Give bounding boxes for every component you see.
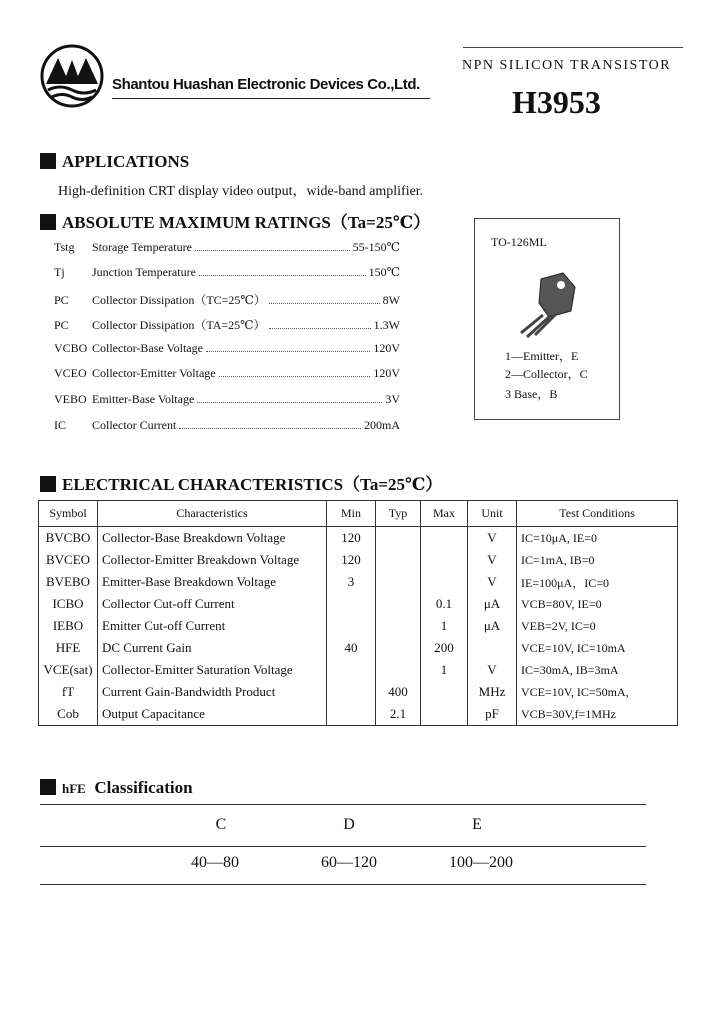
table-cell: VCE(sat) bbox=[39, 659, 98, 681]
table-cell: VCB=30V,f=1MHz bbox=[517, 703, 678, 726]
table-cell: Collector-Base Breakdown Voltage bbox=[98, 527, 327, 550]
table-cell bbox=[376, 615, 421, 637]
pin-1-label: 1—Emitter，E bbox=[505, 349, 579, 363]
bullet-square-icon bbox=[40, 779, 56, 795]
rating-leader bbox=[179, 419, 361, 429]
table-cell: IE=100μA，IC=0 bbox=[517, 571, 678, 593]
rating-symbol: IC bbox=[54, 418, 66, 432]
rating-value: 150℃ bbox=[368, 265, 400, 279]
table-cell: 40 bbox=[327, 637, 376, 659]
table-cell: Emitter-Base Breakdown Voltage bbox=[98, 571, 327, 593]
rating-value: 120V bbox=[373, 366, 400, 380]
rating-row bbox=[54, 366, 400, 384]
table-cell bbox=[421, 703, 468, 726]
hfe-heading: hFE Classification bbox=[40, 778, 193, 798]
table-cell: BVCEO bbox=[39, 549, 98, 571]
electrical-table bbox=[38, 500, 678, 726]
table-cell: V bbox=[468, 659, 517, 681]
table-cell: 400 bbox=[376, 681, 421, 703]
table-cell: Collector Cut-off Current bbox=[98, 593, 327, 615]
table-cell: IEBO bbox=[39, 615, 98, 637]
table-row bbox=[39, 681, 678, 703]
rating-value: 3V bbox=[385, 392, 400, 406]
rating-row bbox=[54, 341, 400, 359]
table-cell: IC=30mA, IB=3mA bbox=[517, 659, 678, 681]
rating-row bbox=[54, 316, 400, 334]
model-number: H3953 bbox=[512, 84, 601, 120]
table-cell: IC=1mA, IB=0 bbox=[517, 549, 678, 571]
table-cell: MHz bbox=[468, 681, 517, 703]
transistor-package-icon bbox=[513, 271, 583, 341]
table-cell: VCB=80V, IE=0 bbox=[517, 593, 678, 615]
table-cell bbox=[421, 571, 468, 593]
electrical-heading: ELECTRICAL CHARACTERISTICS（Ta=25℃） bbox=[40, 470, 442, 495]
applications-text: High-definition CRT display video output，wide-band amplifier. bbox=[58, 184, 424, 199]
hfe-top-rule bbox=[40, 804, 646, 805]
rating-label: Emitter-Base Voltage bbox=[92, 392, 195, 406]
rating-leader bbox=[269, 319, 371, 329]
rating-label: Collector Dissipation（TC=25℃） bbox=[92, 293, 266, 307]
table-cell: IC=10μA, IE=0 bbox=[517, 527, 678, 550]
company-logo-icon bbox=[40, 44, 104, 108]
hfe-class-c: C bbox=[215, 816, 227, 833]
table-cell: 1 bbox=[421, 615, 468, 637]
title-rule bbox=[463, 47, 683, 48]
rating-label: Junction Temperature bbox=[92, 265, 196, 279]
rating-leader bbox=[197, 393, 382, 403]
table-cell: VEB=2V, IC=0 bbox=[517, 615, 678, 637]
rating-value: 1.3W bbox=[373, 318, 400, 332]
rating-row bbox=[54, 392, 400, 410]
table-cell: 0.1 bbox=[421, 593, 468, 615]
rating-row bbox=[54, 418, 400, 436]
rating-leader bbox=[195, 241, 350, 251]
table-cell bbox=[327, 659, 376, 681]
table-cell bbox=[376, 527, 421, 550]
hfe-range-e: 100—200 bbox=[449, 854, 513, 871]
table-cell: μA bbox=[468, 615, 517, 637]
rating-label: Collector Dissipation（TA=25℃） bbox=[92, 318, 266, 332]
table-row bbox=[39, 593, 678, 615]
table-cell: 120 bbox=[327, 527, 376, 550]
column-header: Characteristics bbox=[98, 501, 327, 527]
table-cell bbox=[468, 637, 517, 659]
table-cell bbox=[376, 593, 421, 615]
rating-label: Collector-Emitter Voltage bbox=[92, 366, 216, 380]
table-cell: Collector-Emitter Saturation Voltage bbox=[98, 659, 327, 681]
table-cell bbox=[327, 681, 376, 703]
rating-value: 200mA bbox=[364, 418, 400, 432]
column-header: Test Conditions bbox=[517, 501, 678, 527]
bullet-square-icon bbox=[40, 476, 56, 492]
rating-value: 120V bbox=[373, 341, 400, 355]
table-cell: Collector-Emitter Breakdown Voltage bbox=[98, 549, 327, 571]
bullet-square-icon bbox=[40, 153, 56, 169]
table-row bbox=[39, 549, 678, 571]
table-cell bbox=[376, 637, 421, 659]
rating-row bbox=[54, 240, 400, 258]
table-cell bbox=[327, 703, 376, 726]
hfe-mid-rule bbox=[40, 846, 646, 847]
column-header: Min bbox=[327, 501, 376, 527]
rating-symbol: VEBO bbox=[54, 392, 87, 406]
rating-symbol: VCEO bbox=[54, 366, 87, 380]
table-cell: 200 bbox=[421, 637, 468, 659]
pin-3-label: 3 Base，B bbox=[505, 387, 558, 401]
table-row bbox=[39, 637, 678, 659]
table-row bbox=[39, 527, 678, 550]
table-cell: Emitter Cut-off Current bbox=[98, 615, 327, 637]
table-cell: ICBO bbox=[39, 593, 98, 615]
table-cell: V bbox=[468, 571, 517, 593]
table-cell: 3 bbox=[327, 571, 376, 593]
rating-value: 8W bbox=[382, 293, 400, 307]
column-header: Max bbox=[421, 501, 468, 527]
table-cell bbox=[327, 615, 376, 637]
table-cell: Cob bbox=[39, 703, 98, 726]
rating-row bbox=[54, 265, 400, 283]
table-cell: BVEBO bbox=[39, 571, 98, 593]
table-cell: HFE bbox=[39, 637, 98, 659]
column-header: Typ bbox=[376, 501, 421, 527]
table-cell: 1 bbox=[421, 659, 468, 681]
hfe-class-d: D bbox=[343, 816, 355, 833]
table-cell: Current Gain-Bandwidth Product bbox=[98, 681, 327, 703]
column-header: Symbol bbox=[39, 501, 98, 527]
table-cell: VCE=10V, IC=10mA bbox=[517, 637, 678, 659]
rating-label: Storage Temperature bbox=[92, 240, 192, 254]
header-divider bbox=[112, 98, 430, 99]
company-name: Shantou Huashan Electronic Devices Co.,Ltd. bbox=[112, 76, 420, 93]
table-cell: μA bbox=[468, 593, 517, 615]
hfe-range-d: 60—120 bbox=[321, 854, 377, 871]
rating-leader bbox=[269, 294, 380, 304]
rating-symbol: PC bbox=[54, 318, 69, 332]
rating-symbol: PC bbox=[54, 293, 69, 307]
rating-symbol: Tstg bbox=[54, 240, 75, 254]
table-cell: DC Current Gain bbox=[98, 637, 327, 659]
table-cell: BVCBO bbox=[39, 527, 98, 550]
rating-symbol: Tj bbox=[54, 265, 65, 279]
table-cell bbox=[421, 527, 468, 550]
table-cell: V bbox=[468, 549, 517, 571]
hfe-bottom-rule bbox=[40, 884, 646, 885]
bullet-square-icon bbox=[40, 214, 56, 230]
table-cell: V bbox=[468, 527, 517, 550]
package-name: TO-126ML bbox=[491, 235, 547, 249]
column-header: Unit bbox=[468, 501, 517, 527]
applications-heading: APPLICATIONS bbox=[40, 152, 189, 172]
hfe-class-e: E bbox=[472, 816, 482, 833]
table-cell: VCE=10V, IC=50mA, bbox=[517, 681, 678, 703]
device-type: NPN SILICON TRANSISTOR bbox=[462, 58, 672, 73]
table-row bbox=[39, 571, 678, 593]
table-cell: Output Capacitance bbox=[98, 703, 327, 726]
table-cell bbox=[421, 681, 468, 703]
table-cell bbox=[376, 571, 421, 593]
rating-leader bbox=[219, 367, 371, 377]
package-box bbox=[474, 218, 620, 420]
table-row bbox=[39, 659, 678, 681]
rating-row bbox=[54, 291, 400, 309]
rating-symbol: VCBO bbox=[54, 341, 88, 355]
table-cell bbox=[421, 549, 468, 571]
table-cell bbox=[327, 593, 376, 615]
table-cell bbox=[376, 659, 421, 681]
rating-value: 55-150℃ bbox=[352, 240, 400, 254]
rating-leader bbox=[206, 342, 370, 352]
rating-label: Collector-Base Voltage bbox=[92, 341, 203, 355]
table-row bbox=[39, 703, 678, 726]
table-cell: 120 bbox=[327, 549, 376, 571]
table-cell: fT bbox=[39, 681, 98, 703]
rating-label: Collector Current bbox=[92, 418, 177, 432]
hfe-range-c: 40—80 bbox=[191, 854, 239, 871]
table-cell: pF bbox=[468, 703, 517, 726]
rating-leader bbox=[199, 266, 366, 276]
table-cell bbox=[376, 549, 421, 571]
table-row bbox=[39, 615, 678, 637]
pin-2-label: 2—Collector，C bbox=[505, 367, 588, 381]
ratings-heading: ABSOLUTE MAXIMUM RATINGS（Ta=25℃） bbox=[40, 208, 430, 233]
table-cell: 2.1 bbox=[376, 703, 421, 726]
